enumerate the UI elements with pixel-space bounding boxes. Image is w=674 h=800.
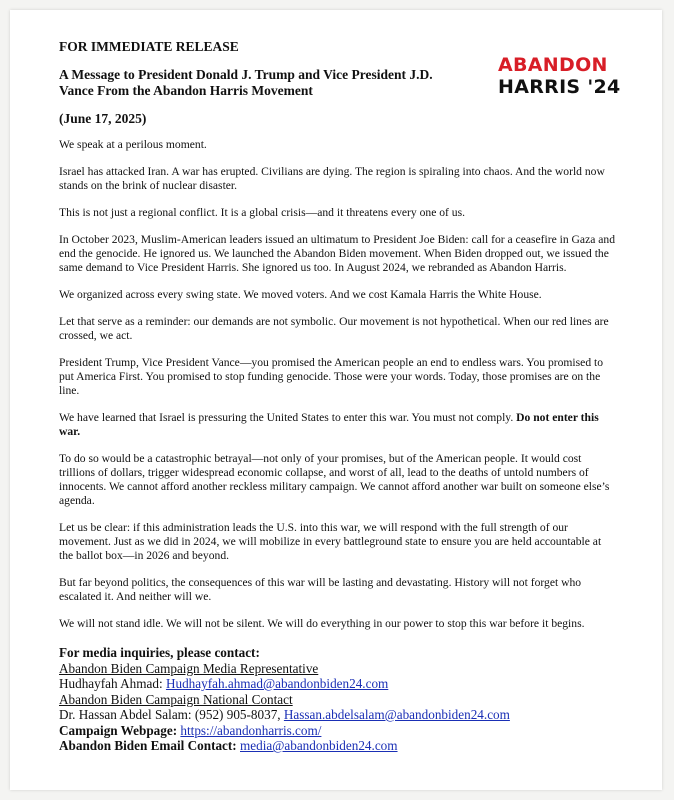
headline: A Message to President Donald J. Trump and Vice President J.D. Vance From the Abandon Harris Movement [59, 67, 433, 98]
media-rep-line [59, 676, 617, 692]
national-contact-line [59, 707, 617, 723]
media-rep-title: Abandon Biden Campaign Media Representative [59, 660, 319, 676]
logo-line-1: ABANDON [498, 54, 608, 76]
webpage-label: Campaign Webpage: [59, 722, 181, 738]
paragraph: This is not just a regional conflict. It is a global crisis—and it threatens every one of us. [59, 206, 466, 219]
paragraph-do-not-enter [59, 411, 617, 439]
paragraph: We organized across every swing state. We moved voters. And we cost Kamala Harris the White House. [59, 288, 542, 301]
bold-demand: Do not enter this war. [59, 411, 599, 438]
document-body [59, 40, 617, 754]
national-contact-name: Dr. Hassan Abdel Salam: (952) 905-8037, [59, 707, 284, 722]
release-line: FOR IMMEDIATE RELEASE [59, 39, 239, 54]
email-contact-line [59, 738, 617, 754]
release-date: (June 17, 2025) [59, 111, 147, 126]
paragraph: But far beyond politics, the consequences of this war will be lasting and devastating. History will not forget who escalated it. And neither will we. [59, 576, 582, 603]
paragraph: We will not stand idle. We will not be silent. We will do everything in our power to stop this war before it begins. [59, 617, 585, 630]
paragraph: We speak at a perilous moment. [59, 138, 207, 151]
paragraph: In October 2023, Muslim-American leaders issued an ultimatum to President Joe Biden: call for a ceasefire in Gaza and end the genocide. He ignored us. We launched the Abandon Biden movement. When Biden dropped out, we issued the same demand to Vice President Harris. She ignored us too. In August 2024, we rebranded as Abandon Harris. [59, 233, 616, 274]
paragraph: Let us be clear: if this administration leads the U.S. into this war, we will respond with the full strength of our movement. Just as we did in 2024, we will mobilize in every battleground state to ensure you are held accountable at the ballot box—in 2026 and beyond. [59, 521, 602, 562]
media-rep-name: Hudhayfah Ahmad: [59, 676, 166, 691]
email-contact-label: Abandon Biden Email Contact: [59, 738, 240, 753]
paragraph: Israel has attacked Iran. A war has erupted. Civilians are dying. The region is spiraling into chaos. And the world now stands on the brink of nuclear disaster. [59, 165, 605, 192]
logo-line-2: HARRIS '24 [498, 76, 621, 98]
contacts-heading: For media inquiries, please contact: [59, 645, 260, 660]
webpage-line [59, 723, 617, 739]
press-release-page [10, 10, 662, 790]
paragraph: Let that serve as a reminder: our demands are not symbolic. Our movement is not hypothetical. When our red lines are crossed, we act. [59, 315, 609, 342]
national-contact-email-link[interactable]: Hassan.abdelsalam@abandonbiden24.com [283, 707, 510, 722]
paragraph-text: We have learned that Israel is pressuring the United States to enter this war. You must not comply. [59, 411, 517, 424]
media-rep-email-link[interactable]: Hudhayfah.ahmad@abandonbiden24.com [165, 676, 389, 691]
email-contact-link[interactable]: media@abandonbiden24.com [240, 738, 398, 753]
media-contacts [59, 645, 617, 754]
national-contact-title: Abandon Biden Campaign National Contact [59, 691, 293, 707]
paragraph: To do so would be a catastrophic betrayal—not only of your promises, but of the American people. It would cost trillions of dollars, trigger widespread economic collapse, and worst of all, lead to the deaths of untold numbers of innocents. We cannot afford another reckless military campaign. We cannot afford another war built on someone else’s agenda. [59, 452, 610, 507]
webpage-link[interactable]: https://abandonharris.com/ [180, 722, 322, 738]
paragraph: President Trump, Vice President Vance—you promised the American people an end to endless wars. You promised to put America First. You promised to stop funding genocide. Those were your words. Today, those promises are on the line. [59, 356, 604, 397]
